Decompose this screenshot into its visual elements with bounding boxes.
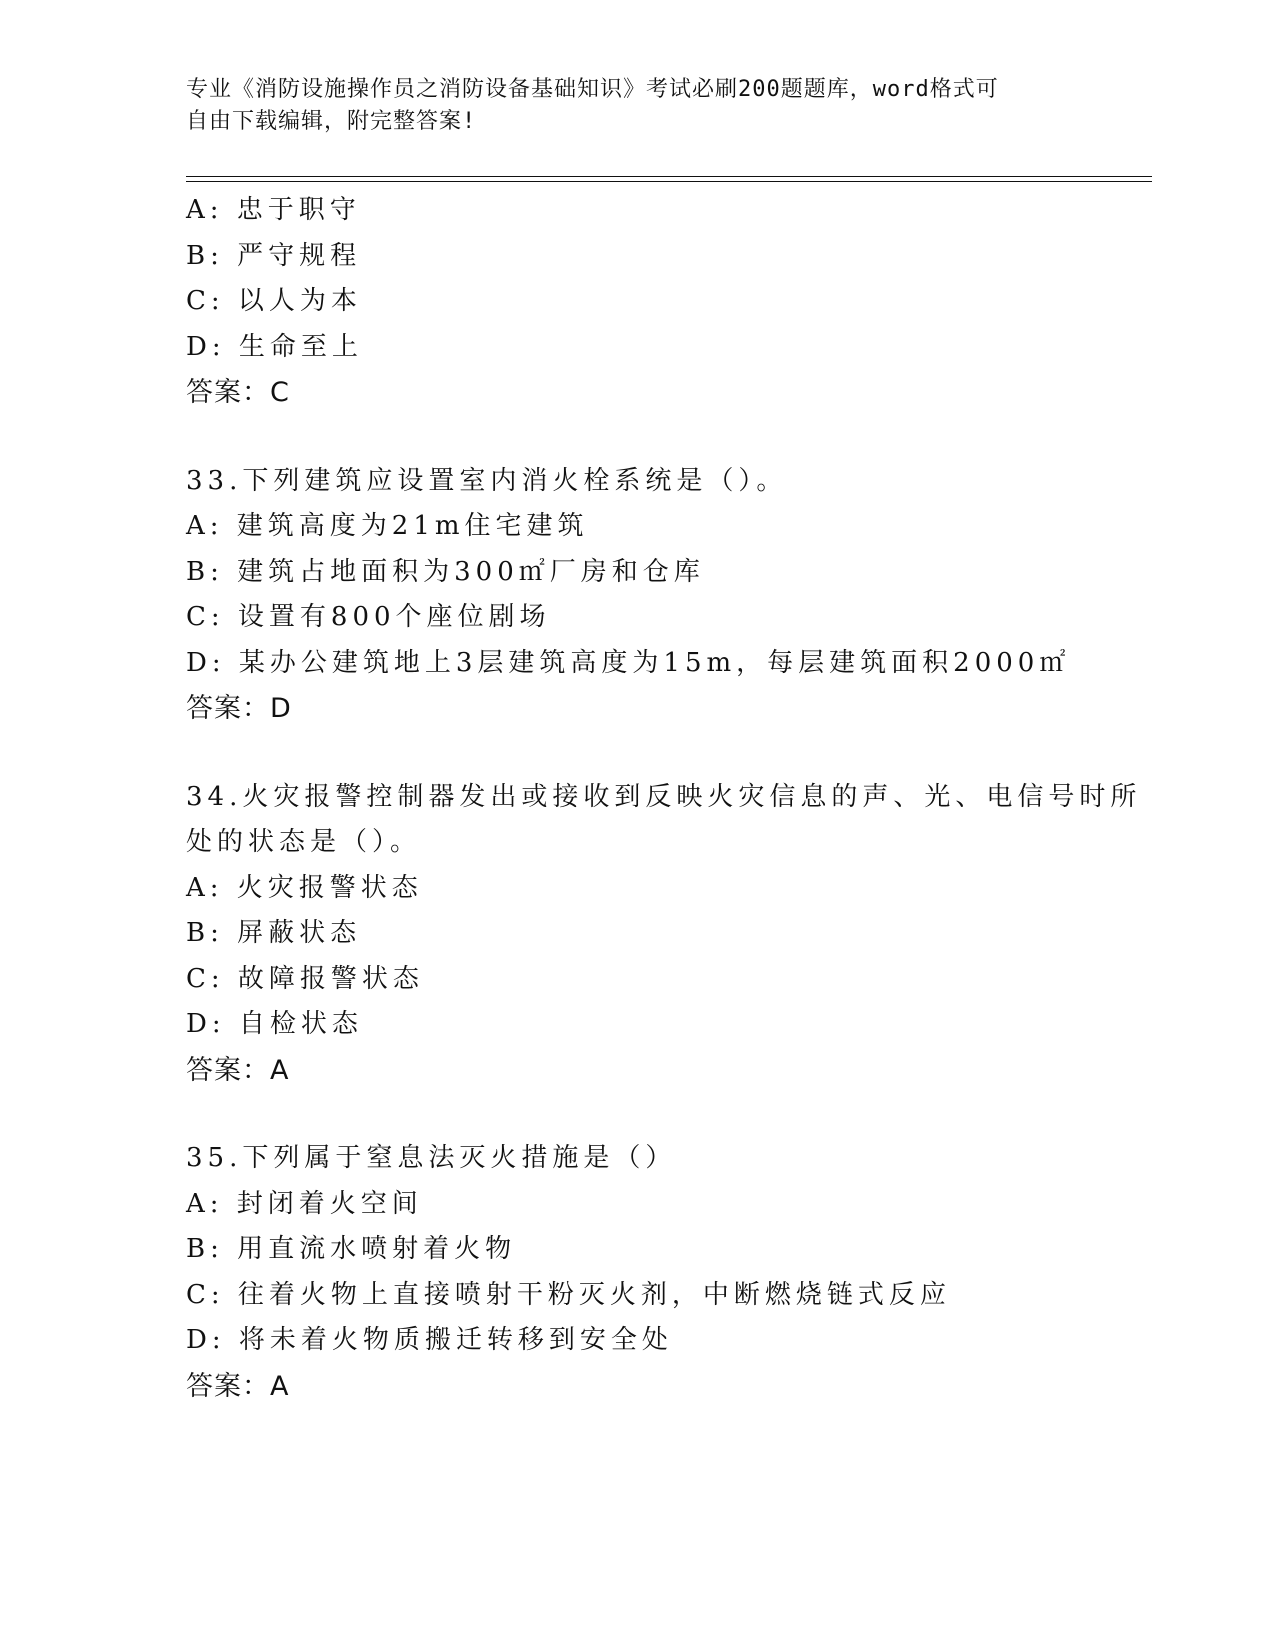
question-text-line-1: 34.火灾报警控制器发出或接收到反映火灾信息的声、光、电信号时所 [186,781,1142,812]
question-34 [186,775,1166,1094]
question-35 [186,1136,1166,1409]
document-body [186,188,1166,1409]
option-c: C: 故障报警状态 [186,963,424,994]
answer-line: 答案：C [186,377,290,408]
question-33 [186,459,1166,732]
option-b: B: 用直流水喷射着火物 [186,1234,517,1264]
option-d: D: 生命至上 [186,331,363,362]
option-c: C: 设置有800个座位剧场 [186,602,551,632]
answer-line: 答案：D [186,693,292,724]
option-a: A: 建筑高度为21m住宅建筑 [186,511,589,541]
document-header [186,74,1066,138]
option-b: B: 严守规程 [186,240,362,271]
header-divider-top [186,176,1152,177]
option-a: A: 忠于职守 [186,195,361,225]
header-line-2: 自由下载编辑，附完整答案! [186,109,477,134]
option-d: D: 自检状态 [186,1009,363,1039]
option-c: C: 以人为本 [186,286,362,316]
option-a: A: 封闭着火空间 [186,1188,423,1219]
header-divider-bottom [186,181,1152,182]
option-d: D: 某办公建筑地上3层建筑高度为15m，每层建筑面积2000㎡ [186,647,1071,678]
question-text: 33.下列建筑应设置室内消火栓系统是（）。 [186,465,788,496]
answer-line: 答案：A [186,1370,290,1402]
question-text: 35.下列属于窒息法灭火措施是（） [186,1143,677,1173]
option-d: D: 将未着火物质搬迁转移到安全处 [186,1325,673,1355]
header-line-1: 专业《消防设施操作员之消防设备基础知识》考试必刷200题题库，word格式可 [186,77,999,102]
option-c: C: 往着火物上直接喷射干粉灭火剂，中断燃烧链式反应 [186,1279,951,1310]
option-b: B: 建筑占地面积为300㎡厂房和仓库 [186,556,705,587]
question-32-options [186,188,1166,416]
option-b: B: 屏蔽状态 [186,918,362,948]
option-a: A: 火灾报警状态 [186,872,423,903]
question-text-line-2: 处的状态是（）。 [186,827,422,857]
answer-line: 答案：A [186,1054,290,1086]
